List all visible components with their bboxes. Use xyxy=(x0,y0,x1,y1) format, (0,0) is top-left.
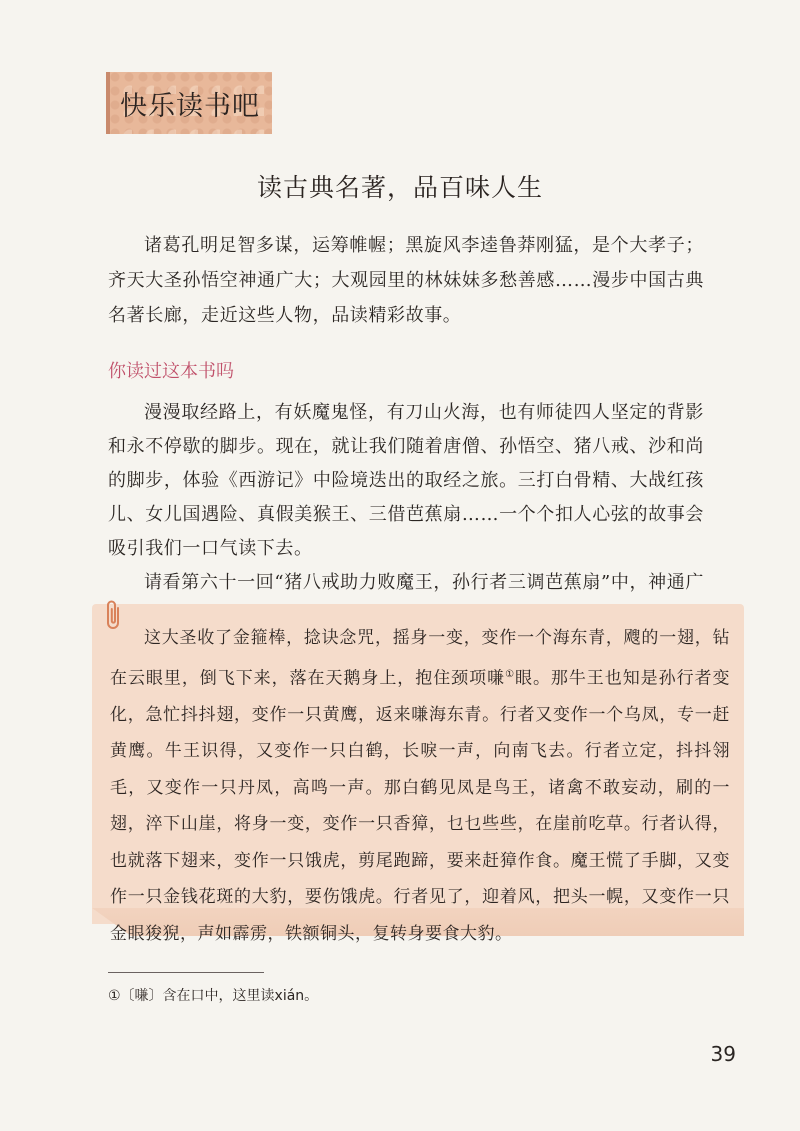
footnote: ①〔嗛〕含在口中，这里读xián。 xyxy=(108,988,319,1004)
intro-paragraph: 诸葛孔明足智多谋，运筹帷幄；黑旋风李逵鲁莽刚猛，是个大孝子；齐天大圣孙悟空神通广大；大观园里的林妹妹多愁善感……漫步中国古典名著长廊，走近这些人物，品读精彩故事。 xyxy=(108,235,704,326)
body-paragraph: 漫漫取经路上，有妖魔鬼怪，有刀山火海，也有师徒四人坚定的背影和永不停歇的脚步。现在，就让我们随着唐僧、孙悟空、猪八戒、沙和尚的脚步，体验《西游记》中险境迭出的取经之旅。三打白骨精、大战红孩儿、女儿国遇险、真假美猴王、三借芭蕉扇……一个个扣人心弦的故事会吸引我们一口气读下去。 xyxy=(108,402,704,559)
section-heading: 你读过这本书吗 xyxy=(108,361,234,382)
intro-block xyxy=(108,228,704,333)
footnote-divider xyxy=(108,972,264,973)
excerpt-part-1: 这大圣收了金箍棒，捻诀念咒，摇身一变，变作一个海东青，飕的一翅，钻在云眼里，倒飞下来，落在天鹅身上，抱住颈项嗛 xyxy=(110,628,730,689)
page-title: 读古典名著，品百味人生 xyxy=(256,173,543,202)
body-paragraph: 请看第六十一回“猪八戒助力败魔王，孙行者三调芭蕉扇”中，神通广 xyxy=(144,572,704,593)
excerpt-part-2: 眼。那牛王也知是孙行者变化，急忙抖抖翅，变作一只黄鹰，返来嗛海东青。行者又变作一个乌凤，专一赶黄鹰。牛王识得，又变作一只白鹤，长唳一声，向南飞去。行者立定，抖抖翎毛，又变作一只丹凤，高鸣一声。那白鹤见凤是鸟王，诸禽不敢妄动，刷的一翅，淬下山崖，将身一变，变作一只香獐，乜乜些些，在崖前吃草。行者认得，也就落下翅来，变作一只饿虎，剪尾跑蹄，要来赶獐作食。魔王慌了手脚，又变作一只金钱花斑的大豹，要伤饿虎。行者见了，迎着风，把头一幌，又变作一只金眼狻猊，声如霹雳，铁额铜头，复转身要食大豹。 xyxy=(110,668,731,944)
excerpt-paragraph xyxy=(110,620,730,952)
excerpt-text xyxy=(110,620,730,952)
banner-title: 快乐读书吧 xyxy=(120,91,260,122)
page-number: 39 xyxy=(710,1042,736,1066)
footnote-marker[interactable]: ① xyxy=(505,668,515,680)
section-body xyxy=(108,396,704,634)
